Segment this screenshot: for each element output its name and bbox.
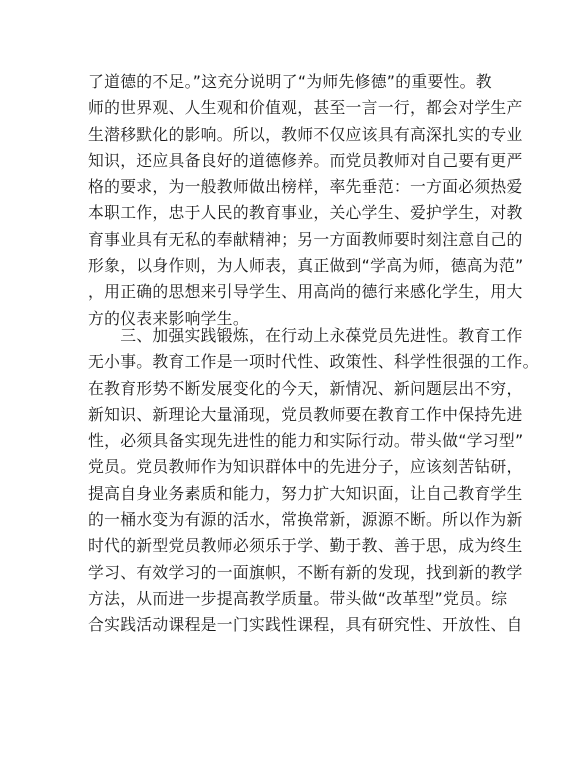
text-line: 新知识、新理论大量涌现，党员教师要在教育工作中保持先进 bbox=[88, 404, 523, 424]
text-line: 时代的新型党员教师必须乐于学、勤于教、善于思，成为终生 bbox=[88, 536, 523, 556]
text-line: 本职工作，忠于人民的教育事业，关心学生、爱护学生，对教 bbox=[88, 203, 523, 223]
text-line: 生潜移默化的影响。所以，教师不仅应该具有高深扎实的专业 bbox=[88, 124, 523, 144]
paragraph-2 bbox=[88, 323, 539, 639]
text-line: 三、加强实践锻炼，在行动上永葆党员先进性。教育工作 bbox=[88, 326, 523, 345]
text-line: 师的世界观、人生观和价值观，甚至一言一行，都会对学生产 bbox=[88, 98, 523, 118]
paragraph-1 bbox=[88, 69, 524, 332]
text-line: 在教育形势不断发展变化的今天，新情况、新问题层出不穷， bbox=[88, 378, 523, 398]
text-line: 学习、有效学习的一面旗帜，不断有新的发现，找到新的教学 bbox=[88, 562, 523, 582]
text-line: 性，必须具备实现先进性的能力和实际行动。带头做“学习型” bbox=[88, 431, 524, 451]
text-line: 知识，还应具备良好的道德修养。而党员教师对自己要有更严 bbox=[88, 150, 523, 170]
text-line: 无小事。教育工作是一项时代性、政策性、科学性很强的工作。 bbox=[88, 352, 539, 372]
text-line: 形象，以身作则，为人师表，真正做到“学高为师，德高为范” bbox=[88, 256, 524, 276]
text-line: ，用正确的思想来引导学生、用高尚的德行来感化学生，用大 bbox=[88, 282, 523, 302]
text-line: 格的要求，为一般教师做出榜样，率先垂范：一方面必须热爱 bbox=[88, 177, 523, 197]
text-line: 育事业具有无私的奉献精神；另一方面教师要时刻注意自己的 bbox=[88, 229, 523, 249]
text-line: 方法，从而进一步提高教学质量。带头做“改革型”党员。综 bbox=[88, 588, 508, 608]
text-line: 合实践活动课程是一门实践性课程，具有研究性、开放性、自 bbox=[88, 615, 523, 635]
text-line: 的一桶水变为有源的活水，常换常新，源源不断。所以作为新 bbox=[88, 510, 523, 530]
text-line: 党员。党员教师作为知识群体中的先进分子，应该刻苦钻研， bbox=[88, 457, 523, 477]
text-line: 方的仪表来影响学生。 bbox=[88, 308, 249, 328]
text-line: 了道德的不足。”这充分说明了“为师先修德”的重要性。教 bbox=[88, 72, 492, 91]
text-line: 提高自身业务素质和能力，努力扩大知识面，让自己教育学生 bbox=[88, 483, 523, 503]
